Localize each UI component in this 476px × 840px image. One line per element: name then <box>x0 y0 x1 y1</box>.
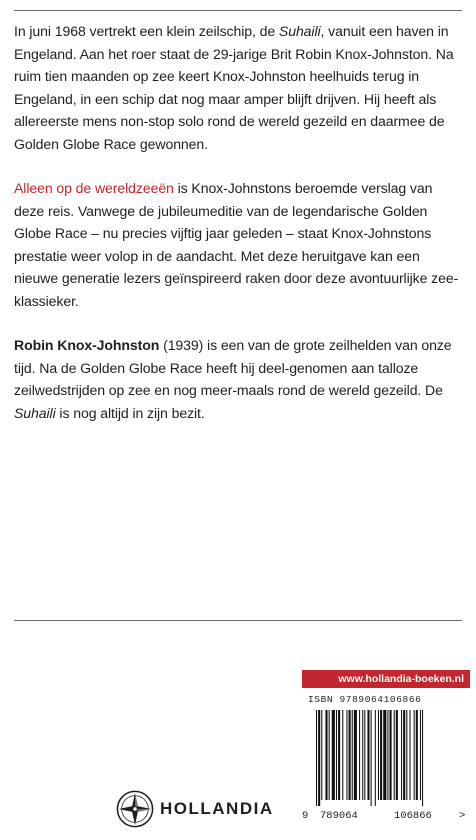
barcode-bar <box>359 710 360 800</box>
barcode-bar <box>349 710 351 800</box>
barcode-bar <box>346 710 347 800</box>
barcode-bar <box>406 710 407 800</box>
barcode-bar <box>332 710 335 800</box>
barcode-bar <box>342 710 343 800</box>
back-cover-text <box>14 20 464 424</box>
barcode-digit-first: 9 <box>302 810 309 822</box>
barcode-digits-left: 789064 <box>320 810 358 822</box>
barcode-bar <box>378 710 379 800</box>
barcode-bar <box>387 710 388 800</box>
barcode-bar <box>380 710 382 800</box>
book-paragraph <box>14 177 464 312</box>
barcode-bar <box>338 710 340 800</box>
compass-rose-icon <box>116 790 154 828</box>
barcode-bar <box>416 710 418 800</box>
barcode-bar <box>364 710 365 800</box>
barcode-bar <box>390 710 392 800</box>
barcode-bar <box>316 710 317 806</box>
barcode-bar <box>403 710 405 800</box>
barcode-bar <box>414 710 415 800</box>
publisher-url[interactable]: www.hollandia-boeken.nl <box>302 670 470 688</box>
barcode-bar <box>336 710 337 800</box>
barcode-bars <box>304 710 468 806</box>
intro-text-end: , vanuit een haven in Engeland. Aan het roer staat de 29-jarige Brit Robin Knox-Johnston. Na ruim tien maanden op zee keert Knox-Johnston heelhuids terug in Engeland, in een schip dat nog maar amper blijft drijven. Hij heeft als allereerste mens non-stop solo rond de wereld gezeild en daarmee de Golden Globe Race gewonnen. <box>14 23 454 152</box>
isbn-label: ISBN 9789064106866 <box>308 694 422 705</box>
barcode-bar <box>401 710 402 800</box>
author-bio-end: is nog altijd in zijn bezit. <box>55 404 205 421</box>
isbn-barcode <box>302 670 470 832</box>
barcode-bar <box>329 710 330 800</box>
barcode-bar <box>394 710 395 800</box>
intro-paragraph <box>14 20 464 155</box>
barcode-bar <box>367 710 369 800</box>
barcode-bar <box>362 710 363 800</box>
publisher-logo <box>116 789 274 829</box>
bottom-divider <box>14 620 462 621</box>
barcode-bar <box>321 710 322 800</box>
top-divider <box>14 10 462 11</box>
barcode-bar <box>375 710 376 806</box>
barcode-bar <box>396 710 398 800</box>
ship-name: Suhaili <box>14 404 56 421</box>
author-name: Robin Knox-Johnston <box>14 337 160 353</box>
barcode-arrow: > <box>459 810 466 822</box>
publisher-name: HOLLANDIA <box>160 799 274 818</box>
barcode-bar <box>371 710 372 806</box>
book-description: is Knox-Johnstons beroemde verslag van deze reis. Vanwege de jubileumeditie van de legendarische Golden Globe Race – nu precies vijftig jaar geleden – staat Knox-Johnstons prestatie weer volop in de aandacht. Met deze heruitgave kan een nieuwe generatie lezers geïnspireerd raken door deze avontuurlijke zee-klassieker. <box>14 180 459 309</box>
book-title: Alleen op de wereldzeeën <box>14 180 174 196</box>
barcode-bar <box>354 710 357 800</box>
barcode-bar <box>420 710 421 800</box>
barcode-bar <box>383 710 386 800</box>
barcode-bar <box>352 710 353 800</box>
barcode-bar <box>325 710 327 800</box>
intro-text-start: In juni 1968 vertrekt een klein zeilschip, de <box>14 23 279 39</box>
barcode-bar <box>409 710 410 800</box>
author-paragraph <box>14 334 464 424</box>
author-bio-start: (1939) is een van de grote zeilhelden van onze tijd. Na de Golden Globe Race heeft hij deel-genomen aan talloze zeilwedstrijden op zee en nog meer-maals rond de wereld gezeild. De <box>14 337 452 398</box>
ship-name: Suhaili <box>278 23 321 39</box>
barcode-bar <box>422 710 423 806</box>
barcode-bar <box>318 710 320 806</box>
barcode-digits-right: 106866 <box>394 810 432 822</box>
